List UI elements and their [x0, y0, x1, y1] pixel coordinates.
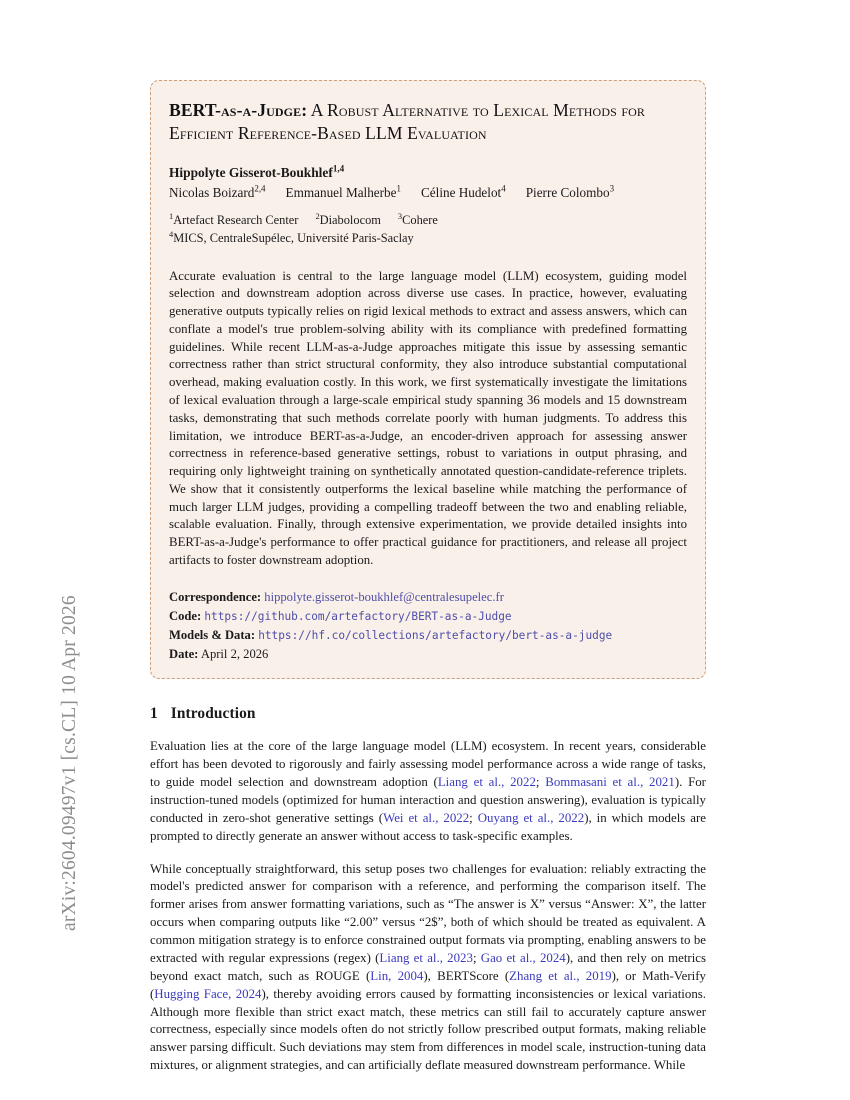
models-data-url-link[interactable]: https://hf.co/collections/artefactory/bert-as-a-judge — [258, 629, 613, 643]
affiliation-name: Artefact Research Center — [173, 212, 299, 227]
affiliation-name: MICS, CentraleSupélec, Université Paris-Saclay — [173, 230, 414, 245]
date-value: April 2, 2026 — [200, 647, 269, 662]
body-paragraph-2 — [150, 861, 706, 1076]
affiliation-entry — [315, 210, 381, 227]
title-main: BERT-as-a-Judge: — [169, 100, 308, 120]
author-affiliation-marker: 1 — [396, 183, 401, 194]
author-block — [169, 163, 687, 203]
par2-text-2: ; — [472, 950, 481, 965]
author-name: Nicolas Boizard — [169, 184, 255, 200]
page-title — [169, 99, 687, 146]
page-column — [150, 0, 706, 1088]
par1-text-4: ; — [469, 810, 478, 825]
meta-row-models — [169, 626, 687, 645]
author-entry — [421, 185, 506, 200]
par2-text-3: ), and then rely on metrics beyond exact match, such as ROUGE ( — [150, 950, 707, 983]
author-name: Emmanuel Malherbe — [285, 184, 397, 200]
author-name: Pierre Colombo — [525, 184, 610, 200]
author-entry — [526, 185, 614, 200]
author-lead-affiliation-marker: 1,4 — [332, 163, 345, 174]
date-label: Date: — [169, 647, 199, 662]
citation-lin-2004[interactable]: Lin, 2004 — [370, 968, 424, 983]
arxiv-stamp-text: arXiv:2604.09497v1 [cs.CL] 10 Apr 2026 — [59, 595, 80, 931]
affiliation-marker: 1 — [169, 210, 174, 221]
correspondence-email-link[interactable]: hippolyte.gisserot-boukhlef@centralesupelec.fr — [264, 589, 504, 604]
par1-text-3: ). For instruction-tuned models (optimized for human interaction and question answering), evaluation is typically conducted in zero-shot generative settings ( — [150, 775, 706, 825]
section-heading-introduction — [150, 705, 706, 723]
arxiv-stamp — [0, 0, 140, 1100]
abstract-header-box — [150, 80, 706, 679]
author-entry — [169, 185, 266, 200]
affiliation-line-1 — [169, 212, 687, 230]
affiliation-marker: 3 — [397, 210, 403, 221]
affiliation-line-2 — [169, 230, 687, 248]
affiliation-entry — [169, 228, 414, 245]
par2-text-4: ), BERTScore ( — [423, 968, 510, 983]
correspondence-label: Correspondence: — [169, 589, 262, 604]
author-affiliation-marker: 4 — [501, 183, 506, 194]
par2-text-5: ), or Math-Verify ( — [150, 968, 706, 1001]
citation-liang-2023[interactable]: Liang et al., 2023 — [379, 950, 473, 965]
citation-gao-2024[interactable]: Gao et al., 2024 — [480, 950, 566, 965]
citation-ouyang-2022[interactable]: Ouyang et al., 2022 — [477, 810, 585, 825]
author-row — [169, 184, 687, 203]
citation-bommasani-2021[interactable]: Bommasani et al., 2021 — [545, 775, 675, 790]
affiliation-entry — [397, 210, 438, 227]
citation-liang-2022[interactable]: Liang et al., 2022 — [437, 775, 536, 790]
affiliation-name: Diabolocom — [319, 212, 381, 227]
abstract-text: Accurate evaluation is central to the large language model (LLM) ecosystem, guiding model selection and downstream adoption across diverse use cases. In practice, however, evaluating generative outputs typically relies on rigid lexical methods to extract and assess answers, which can conflate a model's true problem-solving ability with its compliance with predefined formatting guidelines. While recent LLM-as-a-Judge approaches mitigate this issue by assessing semantic correctness rather than strict structural conformity, they also introduce substantial computational overhead, making evaluation costly. In this work, we first systematically investigate the limitations of lexical evaluation through a large-scale empirical study spanning 36 models and 15 downstream tasks, demonstrating that such methods correlate poorly with human judgments. To address this limitation, we introduce BERT-as-a-Judge, an encoder-driven approach for assessing answer correctness in reference-based generative settings, robust to variations in output phrasing, and requiring only lightweight training on synthetically annotated question-candidate-reference triplets. We show that it consistently outperforms the lexical baseline while matching the performance of much larger LLM judges, providing a compelling tradeoff between the two and enabling reliable, scalable evaluation. Finally, through extensive experimentation, we provide detailed insights into BERT-as-a-Judge's performance to offer practical guidance for practitioners, and release all project artifacts to foster downstream adoption. — [169, 268, 687, 568]
paper-meta-block — [169, 588, 687, 665]
citation-zhang-2019[interactable]: Zhang et al., 2019 — [509, 968, 612, 983]
citation-hugging-face-2024[interactable]: Hugging Face, 2024 — [154, 986, 262, 1001]
par1-text-5: ), in which models are prompted to directly generate an answer without access to task-specific examples. — [150, 810, 706, 843]
affiliation-marker: 4 — [169, 228, 174, 239]
citation-wei-2022[interactable]: Wei et al., 2022 — [383, 810, 470, 825]
meta-row-date — [169, 645, 687, 664]
section-number: 1 — [150, 705, 158, 723]
author-entry — [286, 185, 401, 200]
affiliation-name: Cohere — [402, 212, 438, 227]
par1-text-1: Evaluation lies at the core of the large language model (LLM) ecosystem. In recent years, considerable effort has been devoted to rigorously and fairly assessing model performance across a wide range of tasks, to guide model selection and downstream adoption ( — [150, 739, 706, 790]
code-url-link[interactable]: https://github.com/artefactory/BERT-as-a-Judge — [204, 609, 512, 623]
author-affiliation-marker: 3 — [609, 183, 615, 194]
meta-row-correspondence — [169, 588, 687, 607]
author-lead-name: Hippolyte Gisserot-Boukhlef — [169, 164, 333, 180]
meta-row-code — [169, 607, 687, 626]
code-label: Code: — [169, 608, 202, 623]
body-paragraph-1 — [150, 738, 706, 845]
author-affiliation-marker: 2,4 — [254, 183, 266, 194]
par2-text-1: While conceptually straightforward, this setup poses two challenges for evaluation: reliably extracting the model's predicted answer for comparison with a reference, and performing the comparison itself. The former arises from answer formatting variations, such as “The answer is X” versus “Answer: X”, the latter occurs when comparing outputs like “2.00” versus “2$”, both of which should be treated as equivalent. A common mitigation strategy is to enforce constrained output formats via prompting, enabling answers to be extracted with regular expressions (regex) ( — [150, 861, 706, 965]
models-data-label: Models & Data: — [169, 628, 256, 643]
affiliation-entry — [169, 210, 299, 227]
author-lead — [169, 163, 687, 182]
section-title: Introduction — [170, 705, 256, 723]
affiliation-block — [169, 212, 687, 248]
affiliation-marker: 2 — [315, 210, 320, 221]
par1-text-2: ; — [535, 775, 546, 790]
author-name: Céline Hudelot — [421, 184, 502, 200]
title-rest: A Robust Alternative to Lexical Methods for Efficient Reference-Based LLM Evaluation — [169, 100, 646, 144]
par2-text-6: ), thereby avoiding errors caused by formatting inconsistencies or lexical variations. Although more flexible than strict exact match, these metrics can still fail to accurately capture answer correctness, especially since models often do not strictly follow prescribed output formats, making reliable answer parsing difficult. Such deviations may stem from differences in model scale, instruction-tuning data mixtures, or alignment strategies, and can artificially deflate measured downstream performance. While — [150, 986, 706, 1073]
